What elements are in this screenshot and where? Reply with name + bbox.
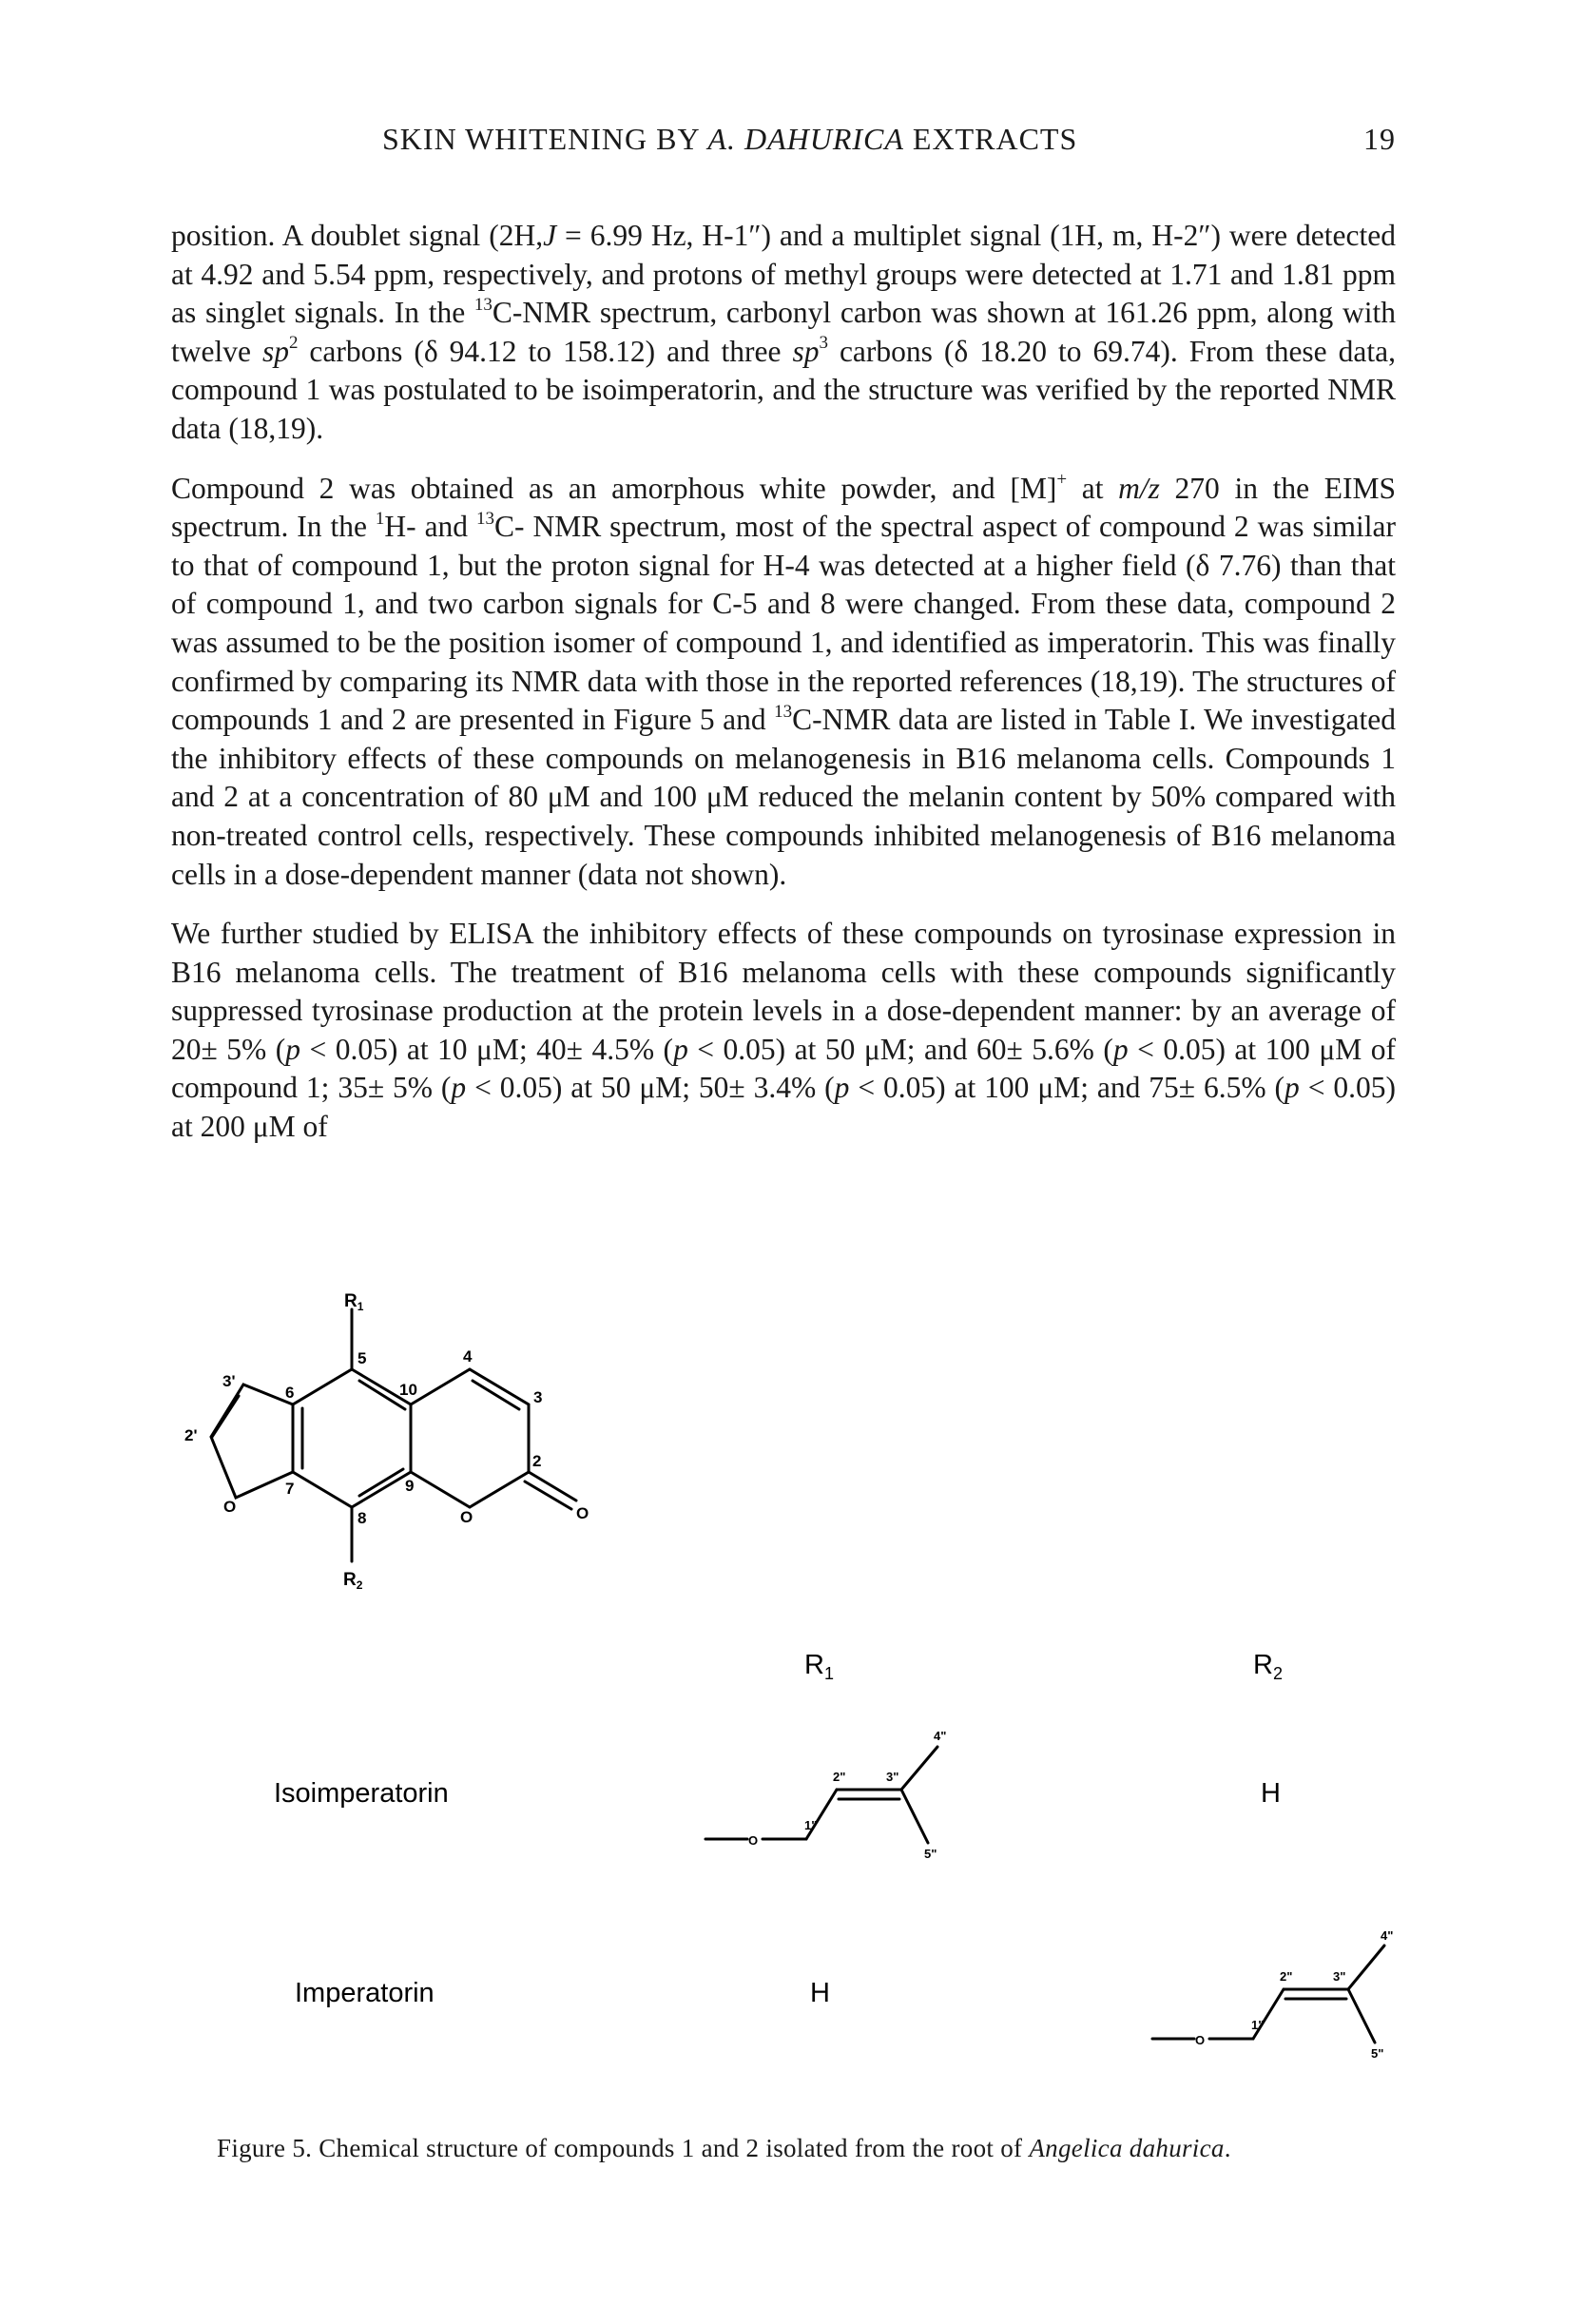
sidechain-oxygen-label: O [748,1833,759,1848]
atom-4-label: 4 [463,1347,473,1365]
isoimperatorin-r2-value: H [1261,1778,1281,1809]
atom-5-label: 5 [357,1349,367,1367]
furan-oxygen-label: O [223,1498,237,1516]
sidechain-c3-label: 3" [886,1770,899,1784]
double-bond-inner [359,1381,405,1409]
pyranone-ring [411,1369,529,1507]
paragraph-2: Compound 2 was obtained as an amorphous white powder, and [M]+ at m/z 270 in the EIMS spectrum. In the $^1$H- and $^{13}$C- NMR spectrum, most of the spectral aspect of compound 2 was similar to that of compound 1, but the proton signal for H-4 was detected at a higher field (δ 7.76) than that of compound 1, and two carbon signals for C-5 and 8 were changed. From these data, compound 2 was assumed to be the position isomer of compound 1, and identified as imperatorin. This was finally confirmed by comparing its NMR data with those in the reported references (18,19). The structures of compounds 1 and 2 are presented in Figure 5 and $^{13}$C-NMR data are listed in Table I. We investigated the inhibitory effects of these compounds on melanogenesis in B16 melanoma cells. Compounds 1 and 2 at a concentration of 80 μM and 100 μM reduced the melanin content by 50% compared with non-treated control cells, respectively. These compounds inhibited melanogenesis of B16 melanoma cells in a dose-dependent manner (data not shown). [171,470,1397,891]
prenyloxy-sidechain-r2 [1152,1928,1393,2061]
sidechain-c4-label: 4" [934,1729,947,1743]
r1-label: $R_1$ [344,1291,364,1313]
sidechain-c3-label: 3" [1333,1969,1346,1984]
substituent-table [274,1650,1283,2008]
atom-2prime-label: 2' [184,1426,198,1444]
furanocoumarin-core-structure [211,1309,576,1561]
sidechain-c2-label: 2" [1280,1969,1293,1984]
furan-ring [211,1385,293,1498]
carbonyl-bond [525,1482,571,1509]
sidechain-c1-label: 1" [1251,2018,1265,2032]
ring-oxygen-label: O [460,1508,473,1526]
figure-caption: Figure 5. Chemical structure of compounds 1 and 2 isolated from the root of Angelica dahurica. [217,2134,1231,2162]
page-number: 19 [1363,122,1396,156]
atom-10-label: 10 [399,1381,417,1399]
prenyloxy-sidechain-r1 [705,1729,946,1861]
atom-3prime-label: 3' [222,1372,236,1390]
column-header-r1: $R_1$ [804,1650,834,1683]
imperatorin-r1-value: H [810,1978,830,2008]
r2-label: $R_2$ [343,1570,363,1592]
running-title-prefix: SKIN WHITENING BY [382,122,708,156]
double-bond-inner [212,1396,239,1437]
sidechain-c5-label: 5" [1371,2046,1384,2061]
sidechain-c4-label: 4" [1381,1928,1394,1943]
paragraph-3: We further studied by ELISA the inhibitory effects of these compounds on tyrosinase expression in B16 melanoma cells. The treatment of B16 melanoma cells with these compounds significantly suppressed tyrosinase production at the protein levels in a dose-dependent manner: by an average of 20± 5% (p < 0.05) at 10 μM; 40± 4.5% (p < 0.05) at 50 μM; and 60± 5.6% (p < 0.05) at 100 μM of compound 1; 35± 5% (p < 0.05) at 50 μM; 50± 3.4% (p < 0.05) at 100 μM; and 75± 6.5% (p < 0.05) at 200 μM of [171,917,1397,1144]
paragraph-1: position. A doublet signal (2H,J = 6.99 Hz, H-1″) and a multiplet signal (1H, m, H-2″) were detected at 4.92 and 5.54 ppm, respectively, and protons of methyl groups were detected at 1.71 and 1.81 ppm as singlet signals. In the $^{13}$C-NMR spectrum, carbonyl carbon was shown at 161.26 ppm, along with twelve $sp^2$ carbons (δ 94.12 to 158.12) and three $sp^3$ carbons (δ 18.20 to 69.74). From these data, compound 1 was postulated to be isoimperatorin, and the structure was verified by the reported NMR data (18,19). [171,219,1396,445]
column-header-r2: $R_2$ [1253,1650,1283,1683]
compound-name-imperatorin: Imperatorin [295,1978,435,2008]
carbonyl-oxygen-label: O [576,1504,589,1522]
compound-name-isoimperatorin: Isoimperatorin [274,1778,449,1809]
atom-7-label: 7 [285,1480,295,1498]
running-title-suffix: EXTRACTS [903,122,1078,156]
caption-species: Angelica dahurica [1029,2134,1225,2162]
sidechain-oxygen-label: O [1195,2033,1206,2047]
atom-6-label: 6 [285,1384,295,1402]
sidechain-c1-label: 1" [804,1818,818,1832]
sidechain-c5-label: 5" [924,1847,937,1861]
sidechain-c2-label: 2" [833,1770,846,1784]
running-title-species: A. DAHURICA [707,122,904,156]
double-bond-inner [359,1469,403,1496]
atom-2-label: 2 [532,1452,542,1470]
benzene-ring [293,1369,411,1507]
atom-9-label: 9 [405,1477,415,1495]
atom-8-label: 8 [357,1509,367,1527]
atom-3-label: 3 [533,1388,543,1406]
caption-label: Figure 5. [217,2134,313,2162]
